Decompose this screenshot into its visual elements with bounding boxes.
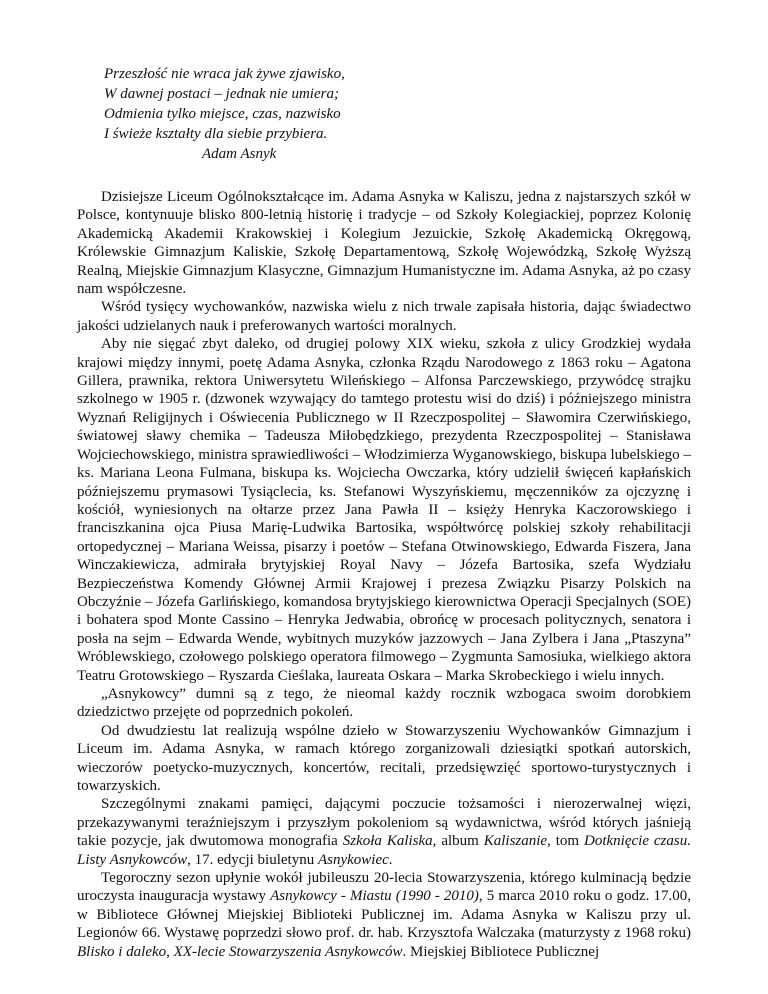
title-dotkniecie-czasu: Dotknięcie czasu. Listy Asnykowców xyxy=(77,833,691,868)
article-body xyxy=(77,188,691,961)
poem-line: Odmienia tylko miejsce, czas, nazwisko xyxy=(104,106,341,122)
paragraph-jubilee xyxy=(77,869,691,961)
paragraph-association: Od dwudziestu lat realizują wspólne dzieło w Stowarzyszeniu Wychowanków Gimnazjum i Liceum im. Adama Asnyka, w ramach którego zorganizowali dziesiątki spotkań autorskich, wieczorów poetycko-muzycznych, koncertów, recitali, przedsięwzięć sportowo-turystycznych i towarzyskich. xyxy=(77,722,691,794)
epigraph-poem xyxy=(104,64,345,164)
text-run: . Miejskiej Bibliotece Publicznej xyxy=(402,943,600,960)
title-exhibition: Asnykowcy - Miastu (1990 - 2010), xyxy=(270,888,483,905)
poem-line: Przeszłość nie wraca jak żywe zjawisko, xyxy=(104,66,345,82)
text-run: Tegoroczny sezon upłynie wokół jubileuszu 20-lecia Stowarzyszenia, którego kulminacją będzie uroczysta inauguracja wystawy xyxy=(77,870,691,905)
poem-line: W dawnej postaci – jednak nie umiera; xyxy=(104,86,339,102)
title-lecture: Blisko i daleko, XX-lecie Stowarzyszenia Asnykowców xyxy=(77,943,403,960)
text-run: , tom xyxy=(547,833,585,850)
text-run: . xyxy=(388,851,393,868)
text-run: , album xyxy=(432,833,484,850)
title-asnykowiec: Asnykowiec xyxy=(317,851,389,868)
poem-line: I świeże kształty dla siebie przybiera. xyxy=(104,126,328,142)
paragraph-pride: „Asnykowcy” dumni są z tego, że nieomal każdy rocznik wzbogaca swoim dorobkiem dziedzictwo przejęte od poprzednich pokoleń. xyxy=(77,685,691,721)
poem-author: Adam Asnyk xyxy=(202,146,277,162)
title-szkola-kaliska: Szkoła Kaliska xyxy=(342,833,433,850)
paragraph-publications xyxy=(77,795,691,869)
paragraph-intro: Dzisiejsze Liceum Ogólnokształcące im. Adama Asnyka w Kaliszu, jedna z najstarszych szkół w Polsce, kontynuuje blisko 800-letnią historię i tradycje – od Szkoły Kolegiackiej, poprzez Kolonię Akademicką Akademii Krakowskiej i Kolegium Jezuickie, Szkołę Akademicką Okręgową, Królewskie Gimnazjum Kaliskie, Szkołę Departamentową, Szkołę Wojewódzką, Szkołę Wyższą Realną, Miejskie Gimnazjum Klasyczne, Gimnazjum Humanistyczne im. Adama Asnyka, aż po czasy nam współczesne. xyxy=(77,189,691,298)
text-run: , 17. edycji biuletynu xyxy=(187,851,318,868)
title-kaliszanie: Kaliszanie xyxy=(483,833,548,850)
text-run: Szczególnymi znakami pamięci, dającymi poczucie tożsamości i nierozerwalnej więzi, przekazywanymi teraźniejszym i przyszłym pokoleniom są wydawnictwa, wśród których jaśnieją takie pozycje, jak dwutomowa monografia xyxy=(77,796,691,850)
text-run: 5 marca 2010 roku o godz. 17.00, w Bibliotece Głównej Miejskiej Biblioteki Publicznej im. Adama Asnyka w Kaliszu przy ul. Legionów 66. Wystawę poprzedzi słowo prof. dr. hab. Krzysztofa Walczaka (maturzysty z 1968 roku) xyxy=(77,888,691,942)
paragraph-alumni-list: Aby nie sięgać zbyt daleko, od drugiej polowy XIX wieku, szkoła z ulicy Grodzkiej wydała krajowi między innymi, poetę Adama Asnyka, członka Rządu Narodowego z 1863 roku – Agatona Gillera, prawnika, rektora Uniwersytetu Wileńskiego – Alfonsa Parczewskiego, przywódcę strajku szkolnego w 1905 r. (dzwonek wzywający do tamtego protestu wisi do dziś) i późniejszego ministra Wyznań Religijnych i Oświecenia Publicznego w II Rzeczpospolitej – Sławomira Czerwińskiego, światowej sławy chemika – Tadeusza Miłobędzkiego, prezydenta Rzeczpospolitej – Stanisława Wojciechowskiego, ministra sprawiedliwości – Włodzimierza Wyganowskiego, biskupa lubelskiego – ks. Mariana Leona Fulmana, biskupa ks. Wojciecha Owczarka, który udzielił święceń kapłańskich późniejszemu prymasowi Tysiąclecia, ks. Stefanowi Wyszyńskiemu, męczenników za ojczyznę i kościół, wyniesionych na ołtarze przez Jana Pawła II – księży Henryka Kaczorowskiego i franciszkanina ojca Piusa Marię-Ludwika Bartosika, współtwórcę polskiej szkoły rehabilitacji ortopedycznej – Mariana Weissa, pisarzy i poetów – Stefana Otwinowskiego, Edwarda Fiszera, Jana Winczakiewicza, admirała brytyjskiej Royal Navy – Józefa Bartosika, szefa Wydziału Bezpieczeństwa Komendy Głównej Armii Krajowej i prezesa Związku Pisarzy Polskich na Obczyźnie – Józefa Garlińskiego, komandosa brytyjskiego kierownictwa Operacji Specjalnych (SOE) i bohatera spod Monte Cassino – Henryka Jedwabia, obrońcę w procesach politycznych, senatora i posła na sejm – Edwarda Wende, wybitnych muzyków jazzowych – Jana Zylbera i Jana „Ptaszyna” Wróblewskiego, czołowego polskiego operatora filmowego – Zygmunta Samosiuka, wielkiego aktora Teatru Grotowskiego – Ryszarda Cieślaka, laureata Oskara – Marka Skrobeckiego i wielu innych. xyxy=(77,336,691,684)
paragraph-alumni-intro: Wśród tysięcy wychowanków, nazwiska wielu z nich trwale zapisała historia, dając świadectwo jakości udzielanych nauk i preferowanych wartości moralnych. xyxy=(77,299,691,334)
